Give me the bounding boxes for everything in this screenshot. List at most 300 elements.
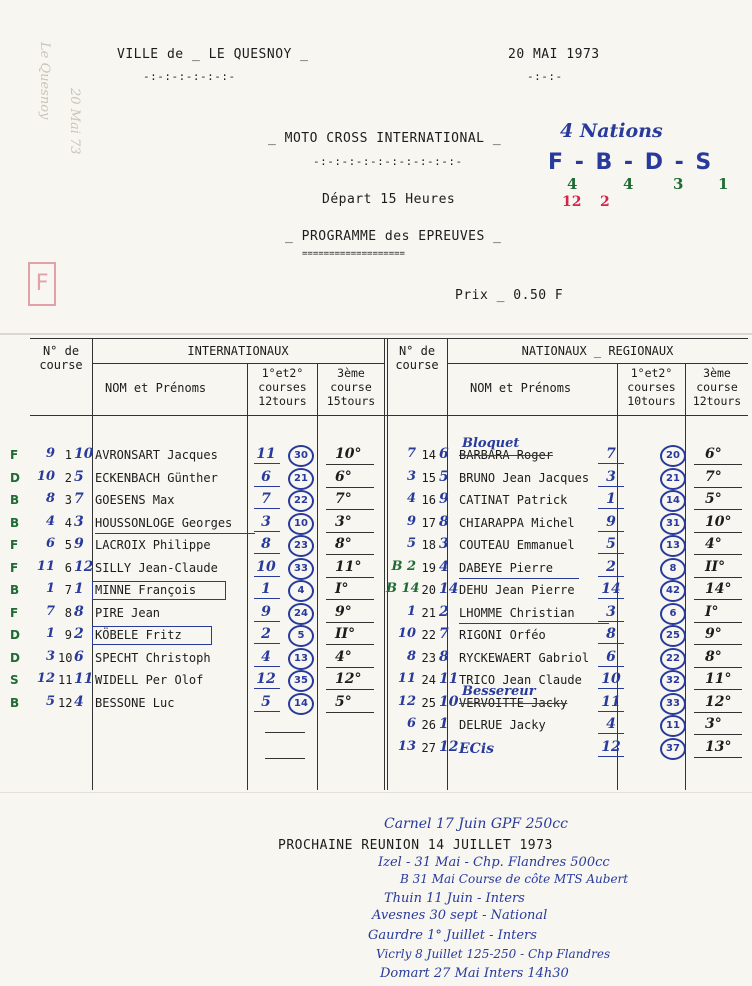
handwritten-number: 12	[397, 693, 416, 709]
result-line	[326, 644, 374, 645]
right-title-header: NATIONAUX _ REGIONAUX	[521, 344, 674, 358]
course-number: 12	[58, 695, 73, 710]
rider-name: ECKENBACH Günther	[95, 470, 218, 485]
event-rule: -:-:-:-:-:-:-:-:-:-:-	[313, 155, 463, 168]
nation-code: D	[10, 628, 20, 642]
rider-name: SILLY Jean-Claude	[95, 560, 218, 575]
result-line	[326, 509, 374, 510]
result-line	[694, 464, 742, 465]
race-1-result: 4	[261, 648, 271, 665]
race-3-result: 9°	[335, 603, 352, 620]
handwritten-number: 5	[406, 536, 416, 551]
race-2-result: 24	[288, 603, 314, 625]
course-number: 24	[421, 673, 436, 687]
result-underline	[598, 486, 624, 487]
extra-count-2: 2	[600, 194, 610, 210]
note-3: B 31 Mai Course de côte MTS Aubert	[400, 872, 629, 886]
placement: 8	[74, 603, 84, 620]
handwritten-number: 3	[45, 648, 55, 664]
rider-name: BESSONE Luc	[95, 695, 175, 710]
event-title: _ MOTO CROSS INTERNATIONAL _	[268, 131, 502, 146]
race-3-result: 10°	[705, 513, 732, 530]
placement: 9	[439, 491, 449, 507]
result-line	[694, 622, 742, 623]
result-underline	[254, 711, 280, 712]
handwritten-number: 7	[45, 603, 55, 619]
result-underline	[254, 576, 280, 577]
race-3-result: 10°	[335, 446, 362, 462]
result-underline	[254, 486, 280, 487]
course-number: 23	[421, 650, 436, 665]
handwritten-number: B 2	[391, 558, 416, 574]
placement: 11	[439, 671, 459, 687]
note-6: Gaurdre 1° Juillet - Inters	[368, 928, 537, 943]
handwritten-number: 6	[45, 536, 55, 551]
center-divider	[384, 338, 385, 790]
course-number: 18	[421, 538, 436, 552]
placement: 6	[74, 648, 84, 665]
race-2-result: 33	[288, 558, 314, 580]
empty-line	[265, 732, 305, 733]
result-underline	[254, 553, 280, 554]
count-d: 3	[673, 175, 684, 193]
event-date: 20 MAI 1973	[508, 47, 600, 62]
race-1-result: 11	[256, 446, 276, 462]
rider-name: LACROIX Philippe	[95, 538, 211, 552]
nation-code: S	[10, 673, 19, 687]
result-line	[694, 532, 742, 533]
right-no-header: N° de course	[395, 344, 439, 372]
fold-line	[0, 333, 752, 335]
result-underline	[598, 643, 624, 644]
result-line	[694, 734, 742, 735]
course-number: 9	[64, 628, 72, 642]
result-line	[694, 554, 742, 555]
name-box	[92, 581, 226, 600]
course-number: 15	[421, 470, 436, 485]
stamp-mark: F	[28, 262, 56, 306]
placement: 6	[439, 446, 449, 462]
rider-name: DELRUE Jacky	[459, 718, 546, 732]
replacement-name: Bloquet	[462, 436, 520, 451]
race-2-result: 13	[660, 535, 686, 557]
handwritten-number: 13	[397, 738, 416, 754]
result-underline	[254, 463, 280, 464]
result-underline	[598, 463, 624, 464]
count-b: 4	[623, 175, 634, 193]
handwritten-number: 9	[45, 446, 55, 461]
left-r1-divider	[317, 364, 318, 790]
nation-code: D	[10, 470, 20, 485]
handwritten-number: 4	[45, 513, 55, 529]
race-1-result: 5	[606, 536, 616, 552]
race-3-result: 5°	[335, 693, 352, 710]
placement: 4	[439, 558, 449, 575]
handwritten-number: 8	[406, 648, 416, 664]
header-bottom-rule	[30, 415, 748, 416]
race-2-result: 42	[660, 580, 686, 602]
result-line	[694, 757, 742, 758]
handwritten-number: 9	[406, 513, 416, 529]
race-2-result: 35	[288, 670, 314, 692]
race-1-result: 10	[256, 558, 276, 575]
race-2-result: 14	[660, 490, 686, 512]
rider-name: HOUSSONLOGE Georges	[95, 515, 233, 530]
race-3-result: 4°	[705, 536, 722, 552]
placement: 9	[74, 536, 84, 552]
race-3-result: 5°	[705, 491, 722, 507]
rider-name: PIRE Jean	[95, 605, 161, 620]
race-1-result: 8	[261, 536, 271, 552]
race-2-result: 5	[288, 625, 314, 647]
nation-code: B	[10, 583, 20, 597]
result-underline	[598, 688, 624, 689]
race-2-result: 32	[660, 670, 686, 692]
result-underline	[598, 756, 624, 757]
result-underline	[598, 553, 624, 554]
course-number: 10	[58, 650, 73, 665]
handwritten-number: 5	[45, 693, 55, 709]
result-line	[326, 487, 374, 488]
race-1-result: 6	[606, 648, 616, 665]
rider-name: AVRONSART Jacques	[95, 448, 218, 462]
race-1-result: 6	[261, 468, 271, 485]
fold-line-lower	[0, 792, 752, 793]
race-2-result: 33	[660, 693, 686, 715]
rider-name: DEHU Jean Pierre	[459, 583, 575, 597]
result-line	[326, 464, 374, 465]
race-2-result: 21	[288, 468, 314, 490]
race-3-result: 12°	[335, 671, 362, 687]
race-2-result: 25	[660, 625, 686, 647]
race-1-result: 7	[606, 446, 616, 462]
handwritten-number: 1	[45, 626, 55, 641]
course-number: 25	[421, 695, 436, 710]
placement: 5	[74, 468, 84, 485]
race-3-result: 11°	[335, 558, 362, 575]
left-title-header: INTERNATIONAUX	[187, 344, 289, 358]
result-line	[694, 644, 742, 645]
course-number: 19	[421, 560, 436, 575]
course-number: 26	[421, 718, 436, 732]
result-line	[694, 599, 742, 600]
result-underline	[254, 598, 280, 599]
result-line	[326, 622, 374, 623]
race-2-result: 22	[288, 490, 314, 512]
rider-name: RYCKEWAERT Gabriol	[459, 650, 590, 665]
rider-name: CHIARAPPA Michel	[459, 515, 575, 530]
placement: 3	[74, 513, 84, 530]
result-underline	[598, 598, 624, 599]
result-line	[694, 689, 742, 690]
race-3-result: 7°	[335, 491, 352, 507]
placement: 10	[74, 446, 94, 462]
date-rule: -:-:-	[527, 70, 563, 83]
programme-title: _ PROGRAMME des EPREUVES _	[285, 229, 502, 244]
course-number: 14	[421, 448, 436, 462]
placement: 4	[74, 693, 84, 710]
race-1-result: 3	[606, 468, 616, 485]
note-5: Avesnes 30 sept - National	[372, 908, 548, 923]
nation-code: B	[10, 515, 20, 530]
course-number: 3	[64, 493, 72, 507]
race-2-result: 23	[288, 535, 314, 557]
rider-name: LHOMME Christian	[459, 605, 575, 620]
rider-name: CATINAT Patrick	[459, 493, 568, 507]
race-2-result: 10	[288, 513, 314, 535]
result-line	[326, 532, 374, 533]
result-underline	[598, 733, 624, 734]
race-1-result: 12	[601, 738, 621, 755]
handwritten-number: 1	[406, 603, 416, 619]
result-line	[326, 599, 374, 600]
rider-name: BRUNO Jean Jacques	[459, 470, 590, 485]
handwritten-number: 4	[406, 491, 416, 506]
handwritten-number: 6	[406, 716, 416, 731]
race-2-result: 8	[660, 558, 686, 580]
count-f: 4	[567, 175, 578, 193]
nation-code: F	[10, 560, 19, 575]
race-1-result: 9	[261, 603, 271, 620]
race-3-result: II°	[705, 558, 726, 575]
rider-name: BARBARA Roger	[459, 448, 553, 462]
right-r1-header: 1°et2° courses 10tours	[627, 366, 676, 408]
race-1-result: 8	[606, 626, 616, 642]
price: Prix _ 0.50 F	[455, 288, 564, 303]
nation-code: B	[10, 493, 20, 507]
race-2-result: 21	[660, 468, 686, 490]
result-line	[694, 577, 742, 578]
placement: 8	[439, 648, 449, 665]
result-line	[694, 509, 742, 510]
note-7: Vicrly 8 Juillet 125-250 - Chp Flandres	[376, 947, 611, 961]
result-underline	[254, 666, 280, 667]
left-subheader-rule	[92, 363, 384, 364]
name-underline	[459, 578, 579, 579]
note-4: Thuin 11 Juin - Inters	[384, 891, 525, 906]
rider-name: MINNE François	[95, 583, 197, 597]
result-underline	[598, 666, 624, 667]
nations-title: 4 Nations	[560, 120, 663, 142]
result-underline	[254, 643, 280, 644]
nation-code: F	[10, 538, 19, 552]
race-1-result: 7	[261, 491, 271, 507]
course-number: 7	[64, 583, 72, 597]
nations-list: F - B - D - S	[548, 150, 714, 175]
race-2-result: 6	[660, 603, 686, 625]
nation-code: B	[10, 695, 20, 710]
placement: 14	[439, 581, 459, 597]
course-number: 8	[64, 605, 72, 620]
rider-name: WIDELL Per Olof	[95, 673, 204, 687]
race-2-result: 30	[288, 445, 314, 467]
result-underline	[598, 621, 624, 622]
race-3-result: 12°	[705, 693, 732, 710]
name-underline	[95, 533, 255, 534]
town-heading: VILLE de _ LE QUESNOY _	[117, 47, 309, 62]
race-3-result: 9°	[705, 626, 722, 642]
side-text-1: Le Quesnoy	[37, 42, 52, 120]
right-r2-header: 3ème course 12tours	[692, 366, 742, 408]
handwritten-number: 11	[397, 671, 416, 686]
handwritten-number: 3	[406, 468, 416, 484]
course-number: 27	[421, 740, 436, 755]
race-3-result: 14°	[705, 581, 732, 597]
course-number: 20	[421, 583, 436, 597]
race-1-result: 1	[606, 491, 616, 507]
course-number: 21	[421, 605, 436, 620]
course-number: 17	[421, 515, 436, 530]
rider-name: GOESENS Max	[95, 493, 175, 507]
result-underline	[254, 508, 280, 509]
nation-code: D	[10, 650, 20, 665]
result-underline	[598, 508, 624, 509]
race-3-result: 8°	[335, 536, 352, 552]
race-1-result: 4	[606, 716, 616, 732]
handwritten-number: 8	[45, 491, 55, 506]
result-line	[326, 667, 374, 668]
course-number: 11	[58, 673, 73, 687]
course-number: 6	[64, 560, 72, 575]
course-number: 2	[64, 470, 72, 485]
race-2-result: 14	[288, 693, 314, 715]
left-r1-header: 1°et2° courses 12tours	[258, 366, 307, 408]
result-underline	[598, 531, 624, 532]
race-2-result: 31	[660, 513, 686, 535]
course-number: 1	[64, 448, 72, 462]
start-time: Départ 15 Heures	[322, 192, 456, 207]
left-no-header: N° de course	[39, 344, 83, 372]
rider-name: DABEYE Pierre	[459, 560, 553, 575]
placement: 2	[439, 603, 449, 620]
result-underline	[254, 688, 280, 689]
race-1-result: 14	[601, 581, 621, 597]
handwritten-number: 10	[36, 468, 55, 484]
race-3-result: 6°	[335, 468, 352, 485]
left-r2-header: 3ème course 15tours	[326, 366, 376, 408]
race-2-result: 37	[660, 738, 686, 760]
rider-name: KÖBELE Fritz	[95, 628, 182, 642]
placement: 3	[439, 536, 449, 552]
course-number: 22	[421, 628, 436, 642]
race-3-result: I°	[705, 603, 719, 620]
result-line	[694, 487, 742, 488]
course-number: 16	[421, 493, 436, 507]
course-number: 4	[64, 515, 72, 530]
result-line	[326, 689, 374, 690]
placement: 1	[439, 716, 449, 732]
race-3-result: 13°	[705, 738, 732, 755]
result-line	[326, 554, 374, 555]
handwritten-number: 12	[36, 671, 55, 686]
course-number: 5	[64, 538, 72, 552]
rider-name: TRICO Jean Claude	[459, 673, 582, 687]
race-3-result: 4°	[335, 648, 352, 665]
placement: 12	[439, 738, 459, 755]
left-name-divider	[247, 364, 248, 790]
race-1-result: 1	[261, 581, 271, 597]
result-line	[694, 667, 742, 668]
placement: 11	[74, 671, 94, 687]
result-underline	[598, 711, 624, 712]
placement: 1	[74, 581, 84, 597]
handwritten-number: B 14	[386, 581, 420, 596]
programme-rule: ===================	[302, 249, 405, 259]
result-underline	[598, 576, 624, 577]
placement: 7	[439, 626, 449, 642]
race-2-result: 11	[660, 715, 686, 737]
name-underline	[459, 623, 609, 624]
race-2-result: 20	[660, 445, 686, 467]
race-1-result: 10	[601, 671, 621, 687]
race-1-result: 2	[261, 626, 271, 642]
result-underline	[254, 531, 280, 532]
nation-code: F	[10, 605, 19, 620]
next-meeting: PROCHAINE REUNION 14 JUILLET 1973	[278, 838, 553, 853]
race-2-result: 4	[288, 580, 314, 602]
race-3-result: 3°	[335, 513, 352, 530]
race-3-result: II°	[335, 626, 356, 642]
result-line	[326, 577, 374, 578]
race-1-result: 12	[256, 671, 276, 687]
count-s: 1	[718, 175, 729, 193]
race-1-result: 3	[606, 603, 616, 620]
handwritten-number: 10	[397, 626, 416, 641]
rider-name: SPECHT Christoph	[95, 650, 211, 665]
race-1-result: 11	[601, 693, 621, 710]
placement: 8	[439, 513, 449, 530]
race-3-result: 7°	[705, 468, 722, 485]
town-rule: -:-:-:-:-:-:-	[143, 70, 236, 83]
handwritten-number: 1	[45, 581, 55, 596]
placement: 7	[74, 491, 84, 507]
placement: 12	[74, 558, 94, 575]
race-3-result: I°	[335, 581, 349, 597]
race-1-result: 9	[606, 513, 616, 530]
result-line	[326, 712, 374, 713]
table-top-rule	[30, 338, 748, 339]
rider-name: VERVOITTE Jacky	[459, 695, 568, 710]
empty-line	[265, 758, 305, 759]
right-name-header: NOM et Prénoms	[470, 381, 572, 395]
race-3-result: 6°	[705, 446, 722, 462]
race-1-result: 3	[261, 513, 271, 530]
nation-code: F	[10, 448, 19, 462]
result-line	[694, 712, 742, 713]
rider-name: COUTEAU Emmanuel	[459, 538, 575, 552]
race-2-result: 13	[288, 648, 314, 670]
replacement-name: Bessereur	[462, 683, 536, 699]
handwritten-number: 11	[36, 558, 55, 574]
rider-name: RIGONI Orféo	[459, 628, 546, 642]
handwritten-number: 7	[406, 446, 416, 461]
note-1: Carnel 17 Juin GPF 250cc	[384, 816, 568, 832]
placement: 10	[439, 693, 459, 710]
note-8: Domart 27 Mai Inters 14h30	[380, 966, 569, 981]
placement: 2	[74, 626, 84, 642]
race-3-result: 3°	[705, 716, 722, 732]
race-1-result: 5	[261, 693, 271, 710]
race-3-result: 8°	[705, 648, 722, 665]
placement: 5	[439, 468, 449, 485]
left-name-header: NOM et Prénoms	[105, 381, 207, 395]
race-1-result: 2	[606, 558, 616, 575]
race-3-result: 11°	[705, 671, 732, 687]
race-2-result: 22	[660, 648, 686, 670]
rider-name: ECis	[459, 740, 495, 757]
note-2: Izel - 31 Mai - Chp. Flandres 500cc	[378, 855, 610, 870]
side-text-2: 20 Mai 73	[67, 88, 82, 155]
